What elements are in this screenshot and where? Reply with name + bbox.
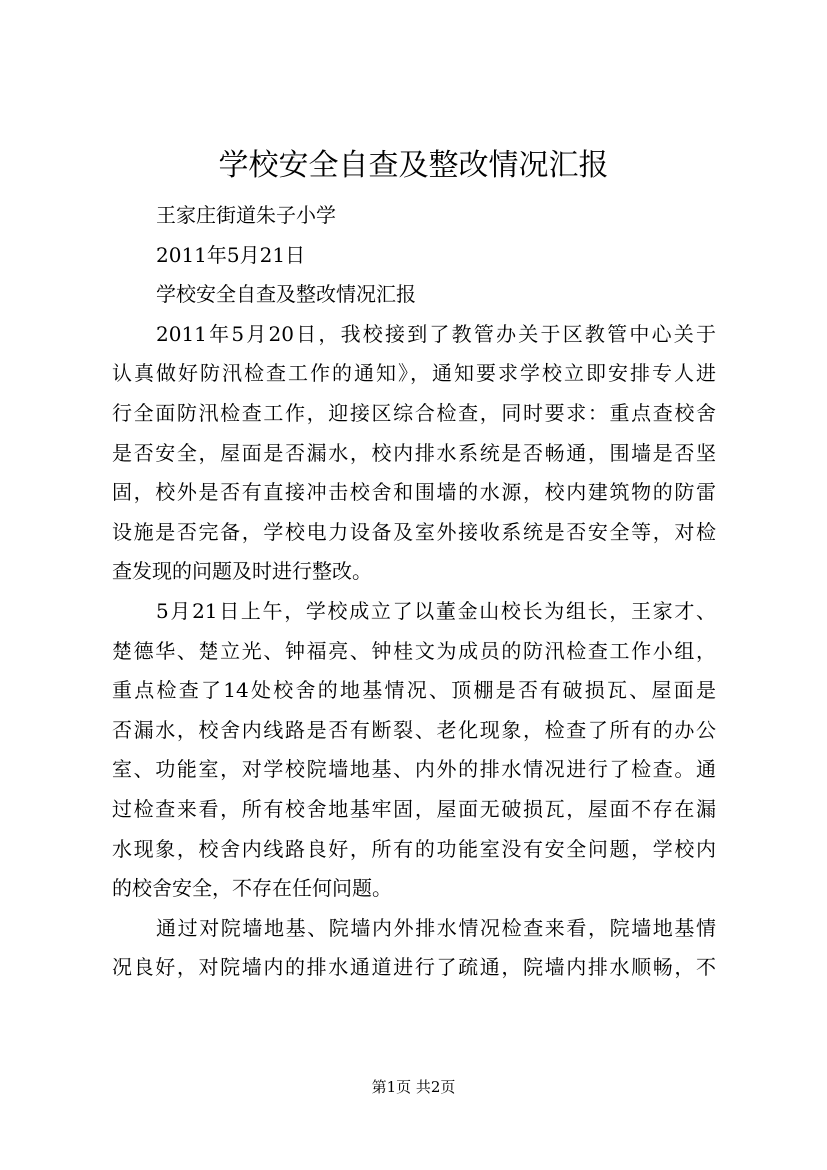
paragraph-line: 5月21日上午，学校成立了以董金山校长为组长，王家才、	[156, 598, 716, 623]
paragraph-line: 水现象，校舍内线路良好，所有的功能室没有安全问题，学校内	[112, 836, 716, 861]
paragraph-line: 查发现的问题及时进行整改。	[112, 559, 372, 584]
paragraph-line: 行全面防汛检查工作，迎接区综合检查，同时要求：重点查校舍	[112, 400, 716, 425]
paragraph-line: 设施是否完备，学校电力设备及室外接收系统是否安全等，对检	[112, 519, 716, 544]
paragraph-line: 通过对院墙地基、院墙内外排水情况检查来看，院墙地基情	[156, 915, 716, 940]
document-title: 学校安全自查及整改情况汇报	[218, 148, 609, 183]
paragraph-line: 过检查来看，所有校舍地基牢固，屋面无破损瓦，屋面不存在漏	[112, 796, 716, 821]
page-number-footer: 第1页 共2页	[371, 1078, 456, 1096]
paragraph-line: 否漏水，校舍内线路是否有断裂、老化现象，检查了所有的办公	[112, 717, 716, 742]
paragraph-1	[112, 315, 716, 592]
paragraph-3	[112, 909, 716, 988]
paragraph-line: 重点检查了14处校舍的地基情况、顶棚是否有破损瓦、屋面是	[112, 678, 716, 703]
paragraph-line: 况良好，对院墙内的排水通道进行了疏通，院墙内排水顺畅，不	[112, 955, 716, 980]
paragraph-line: 的校舍安全，不存在任何问题。	[112, 876, 392, 901]
paragraph-line: 室、功能室，对学校院墙地基、内外的排水情况进行了检查。通	[112, 757, 716, 782]
document-body	[112, 196, 716, 988]
paragraph-line: 认真做好防汛检查工作的通知》，通知要求学校立即安排专人进	[112, 361, 716, 386]
report-subtitle: 学校安全自查及整改情况汇报	[156, 282, 416, 307]
paragraph-line: 是否安全，屋面是否漏水，校内排水系统是否畅通，围墙是否坚	[112, 440, 716, 465]
paragraph-line: 2011年5月20日，我校接到了教管办关于区教管中心关于	[156, 321, 716, 346]
school-name: 王家庄街道朱子小学	[156, 203, 336, 227]
paragraph-2	[112, 592, 716, 909]
paragraph-line: 固，校外是否有直接冲击校舍和围墙的水源，校内建筑物的防雷	[112, 480, 716, 505]
paragraph-line: 楚德华、楚立光、钟福亮、钟桂文为成员的防汛检查工作小组，	[112, 638, 716, 663]
report-date: 2011年5月21日	[156, 242, 306, 267]
